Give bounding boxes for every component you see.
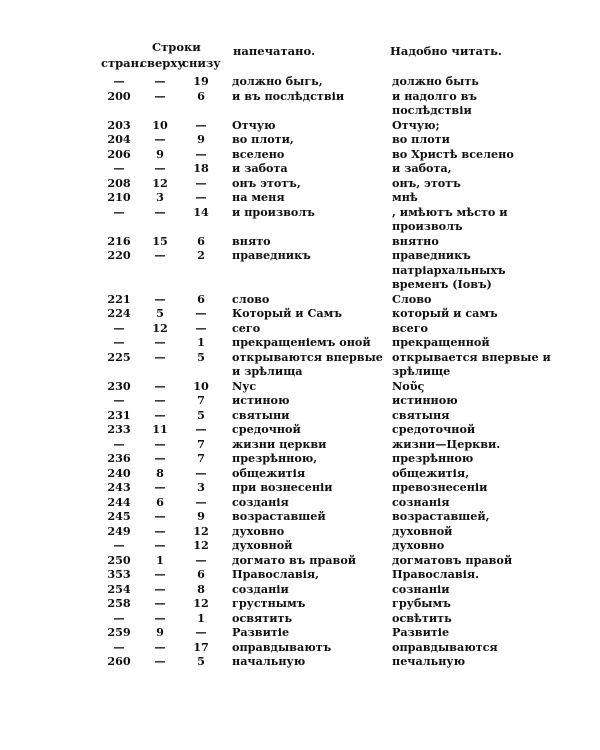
page-number-cell: — <box>113 639 125 654</box>
printed-text-cell: праведникъ <box>232 248 311 262</box>
page-number-cell: 230 <box>107 378 131 393</box>
printed-text-cell: истиною <box>232 393 290 407</box>
line-from-bottom-cell: 12 <box>193 538 209 552</box>
correct-text-cell: который и самъ <box>392 306 498 320</box>
page-number-cell: 206 <box>107 146 131 161</box>
table-row <box>98 640 552 655</box>
line-from-bottom-cell: — <box>195 306 207 320</box>
table-row <box>98 350 552 379</box>
table-row <box>98 205 552 234</box>
printed-text-cell: жизни церкви <box>232 436 327 451</box>
printed-text-cell: созданіи <box>232 581 289 596</box>
table-row <box>98 74 552 89</box>
line-from-bottom-cell: 14 <box>193 204 209 219</box>
line-from-top-cell: — <box>154 132 166 146</box>
line-from-top-cell: — <box>154 393 166 407</box>
line-from-top-cell: — <box>154 596 166 610</box>
line-from-top-cell: 12 <box>152 320 168 335</box>
table-row <box>98 538 552 553</box>
table-row <box>98 480 552 495</box>
line-from-bottom-cell: 5 <box>197 349 205 364</box>
correct-text-cell: открывается впервые и зрѣлище <box>392 349 551 378</box>
page-number-cell: — <box>113 393 125 407</box>
printed-text-cell: оправдываютъ <box>232 639 332 654</box>
printed-text-cell: догмато въ правой <box>232 552 357 567</box>
printed-text-cell: созданія <box>232 494 289 509</box>
line-from-top-cell: 9 <box>156 146 164 161</box>
table-row <box>98 524 552 539</box>
correct-text-cell: возраставшей, <box>392 509 490 523</box>
page-number-cell: — <box>113 436 125 451</box>
line-from-bottom-cell: 9 <box>197 132 205 146</box>
correct-text-cell: духовно <box>392 538 445 552</box>
printed-text-cell: возраставшей <box>232 509 326 523</box>
printed-text-cell: и забота <box>232 161 288 175</box>
line-from-bottom-cell: 19 <box>193 74 209 88</box>
line-from-top-cell: — <box>154 639 166 654</box>
printed-text-cell: средочной <box>232 422 301 436</box>
printed-text-cell: святыни <box>232 407 290 422</box>
correct-text-cell: , имѣютъ мѣсто и произволъ <box>392 204 508 233</box>
page-number-cell: 225 <box>107 349 131 364</box>
table-row <box>98 89 552 118</box>
printed-text-cell: и произволъ <box>232 204 315 219</box>
line-from-bottom-cell: 7 <box>197 436 205 451</box>
line-from-top-cell: 5 <box>156 306 164 320</box>
correct-text-cell: прекращенной <box>392 335 490 349</box>
line-from-top-cell: — <box>154 74 166 88</box>
table-row <box>98 306 552 321</box>
printed-text-cell: духовно <box>232 523 285 538</box>
table-header <box>0 40 600 76</box>
line-from-bottom-cell: 2 <box>197 248 205 262</box>
line-from-top-cell: — <box>154 161 166 175</box>
table-row <box>98 132 552 147</box>
page-number-cell: 203 <box>107 117 131 132</box>
line-from-top-cell: — <box>154 436 166 451</box>
line-from-bottom-cell: 6 <box>197 567 205 581</box>
table-row <box>98 567 552 582</box>
page-number-cell: 220 <box>107 248 131 262</box>
line-from-bottom-cell: — <box>195 552 207 567</box>
table-row <box>98 466 552 481</box>
printed-text-cell: начальную <box>232 654 306 668</box>
page-number-cell: — <box>113 74 125 88</box>
correct-text-cell: во плоти <box>392 132 450 146</box>
table-row <box>98 379 552 394</box>
correct-text-cell: презрѣнною <box>392 451 474 465</box>
correct-text-cell: Nοῦς <box>392 378 425 393</box>
page-number-cell: 200 <box>107 88 131 103</box>
printed-text-cell: Nус <box>232 378 257 393</box>
line-from-top-cell: — <box>154 610 166 625</box>
line-from-top-cell: — <box>154 523 166 538</box>
page-number-cell: 254 <box>107 581 131 596</box>
line-from-bottom-cell: — <box>195 625 207 639</box>
correct-text-cell: печальную <box>392 654 466 668</box>
printed-text-cell: общежитія <box>232 465 306 480</box>
page-number-cell: 204 <box>107 132 131 146</box>
table-row <box>98 118 552 133</box>
table-row <box>98 408 552 423</box>
line-from-top-cell: — <box>154 291 166 306</box>
line-from-top-cell: — <box>154 407 166 422</box>
printed-text-cell: во плоти, <box>232 132 294 146</box>
page-number-cell: 243 <box>107 480 131 494</box>
line-from-bottom-cell: 6 <box>197 88 205 103</box>
page-number-cell: 250 <box>107 552 131 567</box>
line-from-top-cell: 10 <box>152 117 168 132</box>
correct-text-cell: Православія. <box>392 567 480 581</box>
page-number-cell: 236 <box>107 451 131 465</box>
page-number-cell: — <box>113 161 125 175</box>
printed-text-cell: при вознесеніи <box>232 480 333 494</box>
page-number-cell: 249 <box>107 523 131 538</box>
page-number-cell: 240 <box>107 465 131 480</box>
page-number-cell: 260 <box>107 654 131 668</box>
line-from-bottom-cell: — <box>195 320 207 335</box>
table-row <box>98 292 552 307</box>
line-from-top-cell: — <box>154 654 166 668</box>
correct-text-cell: грубымъ <box>392 596 451 610</box>
table-row <box>98 335 552 350</box>
line-from-bottom-cell: 3 <box>197 480 205 494</box>
line-from-bottom-cell: 1 <box>197 610 205 625</box>
printed-text-cell: Православія, <box>232 567 320 581</box>
table-row <box>98 611 552 626</box>
line-from-bottom-cell: — <box>195 494 207 509</box>
printed-text-cell: и въ послѣдствіи <box>232 88 345 103</box>
page-number-cell: 208 <box>107 175 131 190</box>
printed-text-cell: онъ этотъ, <box>232 175 301 190</box>
line-from-top-cell: — <box>154 538 166 552</box>
header-from-bottom: снизу <box>182 56 221 70</box>
printed-text-cell: Развитіе <box>232 625 290 639</box>
header-printed: напечатано. <box>233 44 316 58</box>
line-from-top-cell: 15 <box>152 233 168 248</box>
line-from-top-cell: — <box>154 451 166 465</box>
table-row <box>98 393 552 408</box>
correct-text-cell: должно быть <box>392 74 479 88</box>
line-from-top-cell: — <box>154 581 166 596</box>
correct-text-cell: и надолго въ послѣдствіи <box>392 88 478 117</box>
line-from-bottom-cell: — <box>195 465 207 480</box>
table-row <box>98 248 552 292</box>
line-from-top-cell: 3 <box>156 190 164 204</box>
line-from-bottom-cell: 17 <box>193 639 209 654</box>
header-lines: Строки <box>152 40 201 54</box>
table-row <box>98 654 552 669</box>
correct-text-cell: внятно <box>392 233 439 248</box>
line-from-top-cell: — <box>154 567 166 581</box>
printed-text-cell: вселено <box>232 146 285 161</box>
line-from-bottom-cell: 7 <box>197 393 205 407</box>
page-number-cell: 258 <box>107 596 131 610</box>
errata-table <box>98 74 552 669</box>
correct-text-cell: духовной <box>392 523 453 538</box>
line-from-bottom-cell: — <box>195 117 207 132</box>
line-from-top-cell: — <box>154 509 166 523</box>
correct-text-cell: праведникъ патріархальныхъ временъ (Іовъ) <box>392 248 506 291</box>
correct-text-cell: во Христѣ вселено <box>392 146 514 161</box>
line-from-bottom-cell: — <box>195 146 207 161</box>
correct-text-cell: Слово <box>392 291 432 306</box>
correct-text-cell: и забота, <box>392 161 452 175</box>
correct-text-cell: истинною <box>392 393 458 407</box>
line-from-bottom-cell: 5 <box>197 654 205 668</box>
correct-text-cell: оправдываются <box>392 639 498 654</box>
printed-text-cell: прекращеніемъ оной <box>232 335 371 349</box>
page-number-cell: 221 <box>107 291 131 306</box>
page-number-cell: — <box>113 335 125 349</box>
table-row <box>98 234 552 249</box>
correct-text-cell: превознесеніи <box>392 480 488 494</box>
line-from-top-cell: 9 <box>156 625 164 639</box>
printed-text-cell: внято <box>232 233 271 248</box>
line-from-top-cell: 11 <box>152 422 168 436</box>
table-row <box>98 437 552 452</box>
line-from-bottom-cell: 6 <box>197 291 205 306</box>
table-row <box>98 451 552 466</box>
table-row <box>98 582 552 597</box>
correct-text-cell: сознаніи <box>392 581 450 596</box>
line-from-bottom-cell: — <box>195 175 207 190</box>
correct-text-cell: сознанія <box>392 494 450 509</box>
printed-text-cell: грустнымъ <box>232 596 306 610</box>
table-row <box>98 625 552 640</box>
printed-text-cell: должно быгь, <box>232 74 323 88</box>
page-number-cell: 224 <box>107 306 131 320</box>
line-from-top-cell: — <box>154 349 166 364</box>
correct-text-cell: средоточной <box>392 422 476 436</box>
line-from-bottom-cell: 8 <box>197 581 205 596</box>
line-from-top-cell: 6 <box>156 494 164 509</box>
header-should-read: Надобно читать. <box>390 44 502 58</box>
printed-text-cell: Который и Самъ <box>232 306 342 320</box>
header-from-top: сверху <box>140 56 185 70</box>
line-from-top-cell: — <box>154 335 166 349</box>
printed-text-cell: освятить <box>232 610 293 625</box>
page-number-cell: — <box>113 320 125 335</box>
page-number-cell: 259 <box>107 625 131 639</box>
correct-text-cell: Развитіе <box>392 625 450 639</box>
header-page: стран. <box>101 56 144 70</box>
line-from-bottom-cell: 1 <box>197 335 205 349</box>
page-number-cell: 245 <box>107 509 131 523</box>
line-from-top-cell: 8 <box>156 465 164 480</box>
line-from-bottom-cell: 7 <box>197 451 205 465</box>
table-row <box>98 321 552 336</box>
correct-text-cell: Отчую; <box>392 117 440 132</box>
printed-text-cell: слово <box>232 291 270 306</box>
printed-text-cell: Отчую <box>232 117 276 132</box>
line-from-top-cell: — <box>154 480 166 494</box>
page-number-cell: 244 <box>107 494 131 509</box>
table-row <box>98 495 552 510</box>
printed-text-cell: на меня <box>232 190 285 204</box>
line-from-bottom-cell: 6 <box>197 233 205 248</box>
line-from-bottom-cell: 18 <box>193 161 209 175</box>
line-from-bottom-cell: 9 <box>197 509 205 523</box>
table-row <box>98 190 552 205</box>
line-from-bottom-cell: 12 <box>193 523 209 538</box>
correct-text-cell: общежитія, <box>392 465 470 480</box>
errata-table-body <box>98 74 552 669</box>
printed-text-cell: сего <box>232 320 261 335</box>
page-number-cell: 231 <box>107 407 131 422</box>
correct-text-cell: жизни—Церкви. <box>392 436 501 451</box>
line-from-top-cell: 12 <box>152 175 168 190</box>
printed-text-cell: открываются впервые и зрѣлища <box>232 349 383 378</box>
correct-text-cell: мнѣ <box>392 190 418 204</box>
line-from-bottom-cell: 12 <box>193 596 209 610</box>
page-number-cell: 353 <box>107 567 131 581</box>
table-row <box>98 553 552 568</box>
page-number-cell: — <box>113 204 125 219</box>
page-number-cell: — <box>113 538 125 552</box>
line-from-bottom-cell: — <box>195 422 207 436</box>
table-row <box>98 147 552 162</box>
line-from-top-cell: — <box>154 378 166 393</box>
correct-text-cell: святыня <box>392 407 450 422</box>
printed-text-cell: презрѣнною, <box>232 451 318 465</box>
line-from-top-cell: — <box>154 88 166 103</box>
correct-text-cell: освѣтить <box>392 610 452 625</box>
line-from-top-cell: — <box>154 204 166 219</box>
table-row <box>98 176 552 191</box>
page-number-cell: 210 <box>107 190 131 204</box>
page-number-cell: 233 <box>107 422 131 436</box>
table-row <box>98 161 552 176</box>
correct-text-cell: всего <box>392 320 429 335</box>
line-from-top-cell: 1 <box>156 552 164 567</box>
correct-text-cell: догматовъ правой <box>392 552 513 567</box>
page-number-cell: — <box>113 610 125 625</box>
table-row <box>98 509 552 524</box>
table-row <box>98 596 552 611</box>
line-from-bottom-cell: 10 <box>193 378 209 393</box>
line-from-bottom-cell: — <box>195 190 207 204</box>
line-from-bottom-cell: 5 <box>197 407 205 422</box>
line-from-top-cell: — <box>154 248 166 262</box>
table-row <box>98 422 552 437</box>
page-number-cell: 216 <box>107 233 131 248</box>
printed-text-cell: духовной <box>232 538 293 552</box>
correct-text-cell: онъ, этотъ <box>392 175 461 190</box>
